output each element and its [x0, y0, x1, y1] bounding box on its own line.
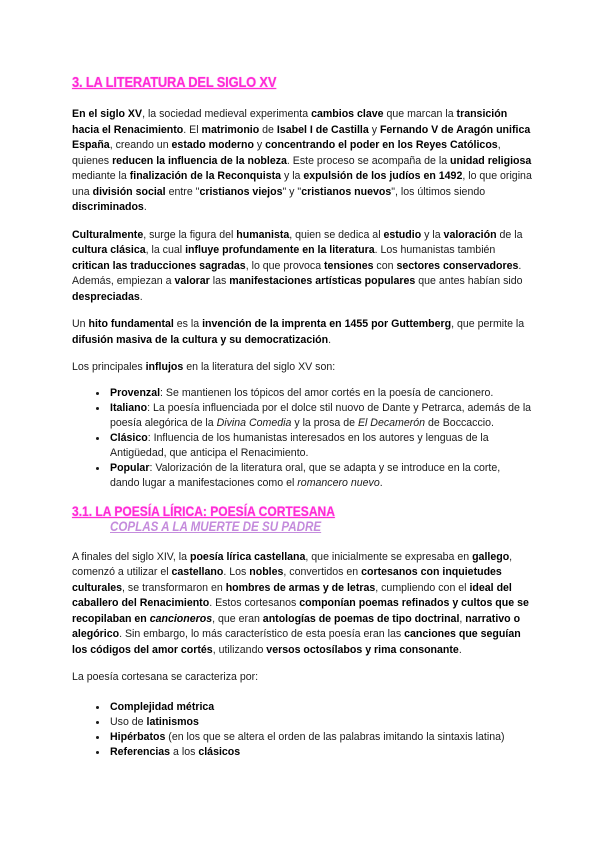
text-run: , convertidos en — [283, 566, 362, 578]
text-run: . — [139, 290, 143, 303]
text-run: que marcan la — [383, 108, 457, 120]
text-run: En el siglo XV — [72, 108, 143, 120]
text-run: : Influencia de los humanistas interesados en los autores y lenguas de la Antigüedad, que anticipa el Renacimiento. — [110, 431, 489, 459]
list-item — [108, 730, 532, 745]
text-run: . — [379, 476, 383, 489]
text-run: Referencias — [110, 745, 171, 758]
text-run: valoración — [443, 228, 497, 241]
list-item — [108, 386, 532, 401]
text-run: en la literatura del siglo XV son: — [183, 361, 336, 373]
text-run: cortesanos con inquietudes culturales — [72, 566, 502, 594]
section-3-1-paragraph-2 — [72, 670, 532, 686]
text-run: hombres de armas y de letras — [225, 581, 376, 594]
text-run: las — [209, 275, 230, 287]
text-run: ", los últimos siendo — [391, 185, 486, 198]
text-run: matrimonio — [201, 123, 260, 136]
text-run: (en los que se altera el orden de las palabras imitando la sintaxis latina) — [165, 730, 505, 743]
text-run: a los — [170, 745, 199, 758]
section-3-1-subheading: COPLAS A LA MUERTE DE SU PADRE — [110, 518, 322, 534]
text-run: canciones que seguían los códigos del amor cortés — [72, 628, 521, 656]
text-run: Isabel I de Castilla — [276, 123, 369, 136]
list-item — [108, 431, 532, 461]
text-run: concentrando el poder en los Reyes Católicos — [265, 139, 498, 151]
characteristics-list — [72, 700, 532, 760]
text-run: Culturalmente — [72, 228, 144, 241]
text-run: división social — [92, 185, 166, 198]
section-3-heading: 3. LA LITERATURA DEL SIGLO XV — [72, 74, 277, 91]
text-run: difusión masiva de la cultura y su democratización — [72, 333, 329, 346]
text-run: Popular — [110, 461, 150, 474]
text-run: , utilizando — [212, 643, 267, 656]
text-run: , que permite la — [451, 318, 525, 330]
section-3-paragraph-3 — [72, 317, 532, 348]
text-run: y la prosa de — [291, 416, 358, 429]
text-run: ideal del caballero del Renacimiento — [72, 581, 512, 609]
text-run: hito fundamental — [88, 318, 174, 330]
text-run: , que eran — [212, 612, 263, 625]
text-run: transición hacia el Renacimiento — [72, 108, 508, 136]
text-run: , la sociedad medieval experimenta — [142, 108, 312, 120]
text-run: gallego — [472, 550, 510, 563]
text-run: invención de la imprenta en 1455 por Guttemberg — [202, 318, 452, 330]
text-run: . Este proceso se acompaña de la — [286, 154, 451, 167]
text-run: , lo que origina una — [72, 170, 532, 198]
list-item — [108, 715, 532, 730]
text-run: Italiano — [110, 401, 148, 414]
text-run: " y " — [282, 185, 302, 198]
section-3-1-paragraph-1 — [72, 550, 532, 659]
text-run: nobles — [249, 566, 284, 578]
text-run: discriminados — [72, 201, 144, 213]
text-run: y la — [281, 170, 304, 182]
text-run: . Estos cortesanos — [209, 597, 300, 609]
text-run: manifestaciones artísticas populares — [229, 275, 416, 287]
text-run: componían poemas refinados y cultos que se recopilaban en — [72, 597, 529, 625]
text-run: despreciadas — [72, 290, 140, 303]
text-run: unidad religiosa — [450, 154, 532, 167]
text-run: cultura clásica — [72, 244, 146, 256]
text-run: estado moderno — [171, 139, 254, 151]
text-run: , que inicialmente se expresaba en — [305, 550, 473, 563]
text-run: y — [253, 139, 266, 151]
section-3-paragraph-2 — [72, 228, 532, 306]
list-item — [108, 745, 532, 760]
text-run: finalización de la Reconquista — [129, 170, 282, 182]
text-run: cancioneros — [149, 612, 213, 625]
text-run: reducen la influencia de la nobleza — [112, 154, 287, 167]
text-run: , surge la figura del — [143, 228, 237, 241]
text-run: , quien se dedica al — [289, 228, 384, 241]
text-run: , — [459, 612, 466, 625]
text-run: antologías de poemas de tipo doctrinal — [262, 612, 460, 625]
text-run: Clásico — [110, 431, 148, 444]
text-run: , se transformaron en — [122, 581, 226, 594]
text-run: : La poesía influenciada por el dolce stil nuovo de Dante y Petrarca, además de la poesía alegórica de la — [110, 401, 532, 429]
text-run: . — [458, 643, 462, 656]
text-run: Un — [72, 318, 89, 330]
text-run: Uso de — [110, 715, 147, 728]
text-run: , creando un — [109, 139, 172, 151]
text-run: estudio — [383, 228, 422, 241]
text-run: . Los — [223, 566, 250, 578]
list-item — [108, 461, 532, 491]
text-run: , lo que provoca — [245, 259, 325, 272]
text-run: cristianos viejos — [199, 185, 283, 198]
text-run: . El — [183, 123, 202, 136]
text-run: poesía lírica castellana — [189, 550, 306, 563]
text-run: , la cual — [145, 244, 186, 256]
text-run: La poesía cortesana se caracteriza por: — [72, 671, 259, 683]
text-run: valorar — [174, 275, 210, 287]
text-run: de la — [496, 228, 523, 241]
text-run: : Se mantienen los tópicos del amor cortés en la poesía de cancionero. — [160, 386, 494, 399]
section-3-paragraph-1 — [72, 107, 532, 216]
text-run: Los principales — [72, 361, 146, 373]
text-run: versos octosílabos y rima consonante — [266, 643, 459, 656]
text-run: cristianos nuevos — [301, 185, 392, 198]
text-run: latinismos — [146, 715, 199, 728]
text-run: entre " — [165, 185, 200, 198]
section-3-paragraph-4 — [72, 360, 532, 376]
text-run: expulsión de los judíos en 1492 — [303, 170, 463, 182]
text-run: influye profundamente en la literatura — [185, 244, 375, 256]
text-run: , cumpliendo con el — [375, 581, 470, 594]
text-run: clásicos — [198, 745, 241, 758]
text-run: critican las traducciones sagradas — [72, 259, 246, 272]
text-run: Hipérbatos — [110, 730, 166, 743]
text-run: . Sin embargo, lo más característico de esta poesía eran las — [119, 628, 405, 640]
text-run: , quienes — [72, 139, 501, 167]
text-run: El Decamerón — [357, 416, 426, 429]
text-run: humanista — [236, 228, 290, 241]
text-run: . Los humanistas también — [374, 244, 496, 256]
text-run: . Además, empiezan a — [72, 259, 522, 287]
text-run: Provenzal — [110, 386, 161, 399]
text-run: , comenzó a utilizar el — [72, 550, 513, 578]
text-run: Complejidad métrica — [110, 700, 215, 713]
text-run: de Boccaccio. — [425, 416, 494, 429]
text-run: y — [368, 123, 380, 136]
text-run: con — [373, 259, 397, 272]
text-run: de — [259, 123, 277, 136]
text-run: y la — [421, 228, 444, 241]
text-run: influjos — [145, 361, 184, 373]
section-3-1-heading: 3.1. LA POESÍA LÍRICA: POESÍA CORTESANA — [72, 502, 335, 519]
list-item — [108, 700, 532, 715]
text-run: Fernando V de Aragón unifica España — [72, 123, 531, 151]
text-run: castellano — [171, 566, 224, 578]
document-page — [72, 62, 532, 772]
list-item — [108, 401, 532, 431]
text-run: tensiones — [324, 259, 374, 272]
text-run: Divina Comedia — [216, 416, 292, 429]
text-run: romancero nuevo — [297, 476, 380, 489]
text-run: . — [143, 201, 147, 213]
text-run: : Valorización de la literatura oral, que se adapta y se introduce en la corte, dando lugar a manifestaciones como el — [110, 461, 501, 489]
text-run: cambios clave — [311, 108, 384, 120]
text-run: es la — [173, 318, 203, 330]
text-run: mediante la — [72, 170, 130, 182]
text-run: que antes habían sido — [415, 275, 523, 287]
text-run: . — [328, 333, 332, 346]
influences-list — [72, 386, 532, 491]
text-run: A finales del siglo XIV, la — [72, 550, 190, 563]
text-run: sectores conservadores — [396, 259, 519, 272]
text-run: narrativo o alegórico — [72, 612, 521, 640]
